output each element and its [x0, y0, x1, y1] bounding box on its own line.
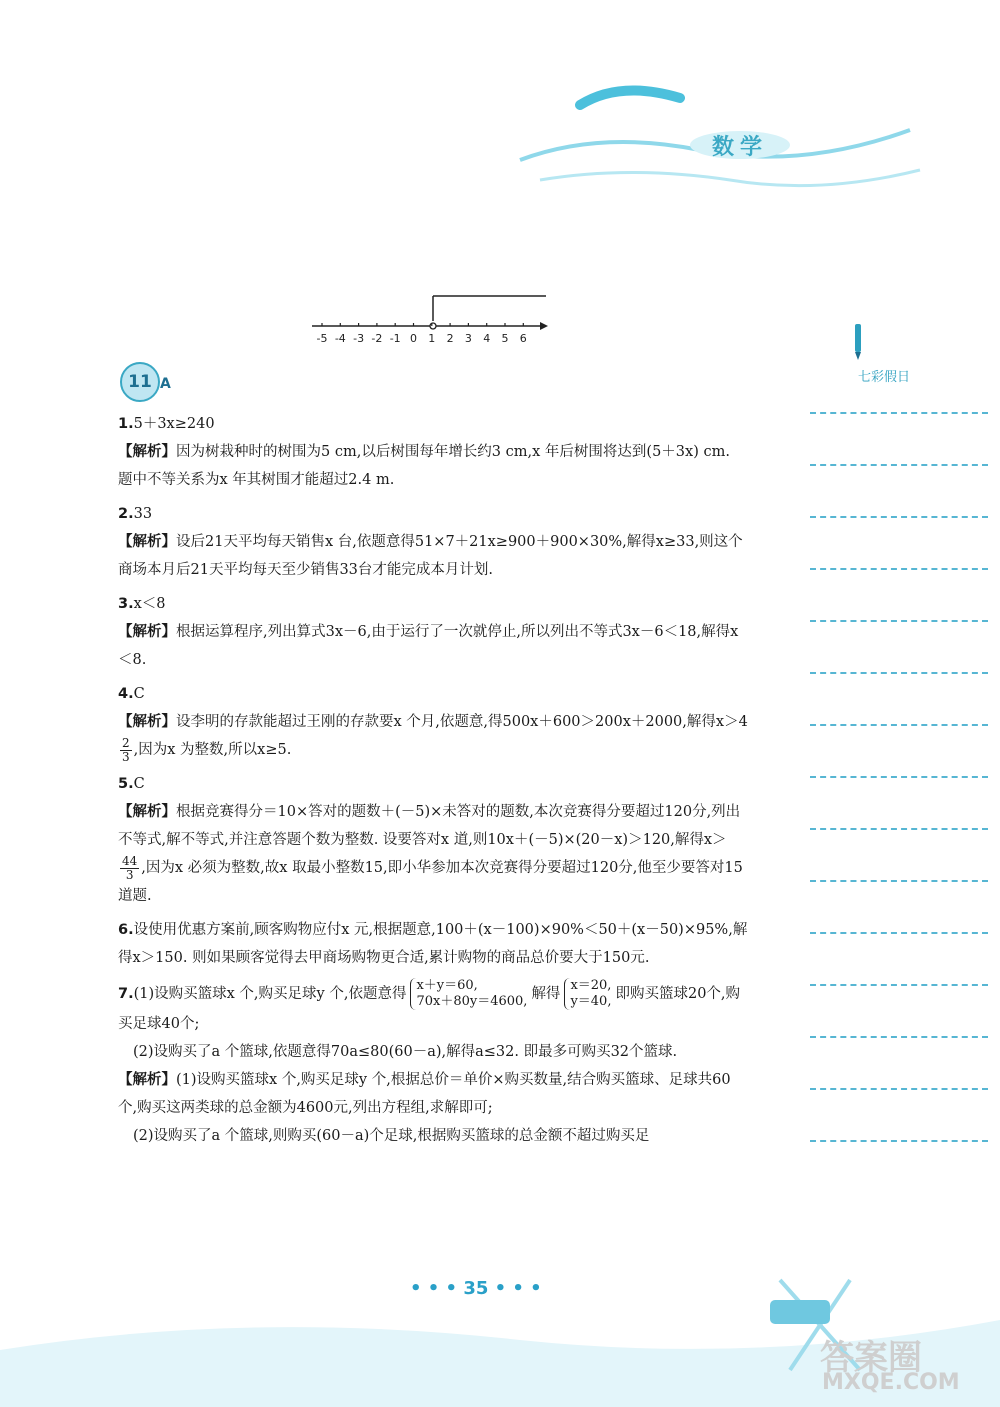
- q7-part2: (2)设购买了a 个篮球,依题意得70a≤80(60－a),解得a≤32. 即最多可购买32个篮球.: [133, 1044, 678, 1060]
- note-line: [810, 724, 988, 726]
- tick-label: 3: [464, 332, 472, 345]
- note-line: [810, 672, 988, 674]
- watermark-logo: 答案圈: [820, 1338, 922, 1378]
- note-line: [810, 620, 988, 622]
- q7-part1: 7.(1)设购买篮球x 个,购买足球y 个,依题意得 x＋y＝60, 70x＋80y＝4600, 解得 x＝20, y＝40, 即购买篮球20个,购买足球40个;: [118, 978, 741, 1032]
- tick-label: -1: [389, 332, 401, 345]
- q1-analysis: 【解析】因为树栽种时的树围为5 cm,以后树围每年增长约3 cm,x 年后树围将达到(5＋3x) cm. 题中不等关系为x 年其树围才能超过2.4 m.: [118, 443, 730, 488]
- header-decoration: [480, 70, 940, 220]
- tick-label: 2: [446, 332, 454, 345]
- note-line: [810, 1140, 988, 1142]
- note-line: [810, 412, 988, 414]
- q3-analysis: 【解析】根据运算程序,列出算式3x－6,由于运行了一次就停止,所以列出不等式3x－6＜18,解得x＜8.: [118, 623, 739, 668]
- fraction: $\frac{2}{3}$: [122, 735, 130, 764]
- number-line: [300, 290, 560, 350]
- note-line: [810, 516, 988, 518]
- note-line: [810, 1036, 988, 1038]
- tick-label: 4: [483, 332, 491, 345]
- pen-icon: [848, 322, 868, 362]
- q6-answer: 6.设使用优惠方案前,顾客购物应付x 元,根据题意,100＋(x－100)×90%＜50＋(x－50)×95%,解得x＞150. 则如果顾客觉得去甲商场购物更合适,累计购物的商品总价要大于150元.: [118, 922, 748, 966]
- equation-system: x＋y＝60, 70x＋80y＝4600,: [410, 978, 527, 1010]
- q7-analysis2: (2)设购买了a 个篮球,则购买(60－a)个足球,根据购买篮球的总金额不超过购买足: [133, 1128, 650, 1144]
- note-line: [810, 464, 988, 466]
- note-line: [810, 776, 988, 778]
- q2-analysis: 【解析】设后21天平均每天销售x 台,依题意得51×7＋21x≥900＋900×30%,解得x≥33,则这个商场本月后21天平均每天至少销售33台才能完成本月计划.: [118, 533, 743, 578]
- q7-analysis1: 【解析】(1)设购买篮球x 个,购买足球y 个,根据总价＝单价×购买数量,结合购买篮球、足球共60个,购买这两类球的总金额为4600元,列出方程组,求解即可;: [118, 1071, 731, 1116]
- page-number: • • • 35 • • •: [410, 1278, 542, 1299]
- q5-answer: 5.C: [118, 776, 145, 792]
- tick-label: -2: [371, 332, 383, 345]
- fraction: $\frac{44}{3}$: [122, 853, 138, 882]
- note-line: [810, 568, 988, 570]
- subject-title: 数学: [712, 135, 769, 160]
- note-line: [810, 984, 988, 986]
- tick-label: 6: [519, 332, 527, 345]
- tick-label: -3: [353, 332, 365, 345]
- section-number-badge: 11: [120, 362, 160, 402]
- tick-label: 1: [428, 332, 436, 345]
- note-line: [810, 880, 988, 882]
- solution-system: x＝20, y＝40,: [564, 978, 611, 1010]
- q4-analysis: 【解析】设李明的存款能超过王刚的存款要x 个月,依题意,得500x＋600＞200x＋2000,解得x＞4 $\frac{2}{3}$ ,因为x 为整数,所以x≥5.: [118, 713, 748, 764]
- side-label: 七彩假日: [858, 370, 911, 385]
- tick-label: -5: [316, 332, 328, 345]
- q2-answer: 2.33: [118, 506, 153, 522]
- section-letter: A: [160, 376, 171, 392]
- tick-label: 5: [501, 332, 509, 345]
- q5-analysis: 【解析】根据竞赛得分＝10×答对的题数＋(－5)×未答对的题数,本次竞赛得分要超过120分,列出不等式,解不等式,并注意答题个数为整数. 设要答对x 道,则10x＋(－5)×(20－x)＞120,解得x＞ $\frac{44}{3}$ ,因为x 必须为整数,故x 取最小整数15,即小华参加本次竞赛得分要超过120分,他至少要答对15道题.: [118, 803, 743, 904]
- q3-answer: 3.x＜8: [118, 596, 166, 612]
- watermark-url: MXQE.COM: [822, 1370, 960, 1395]
- q4-answer: 4.C: [118, 686, 145, 702]
- note-line: [810, 1088, 988, 1090]
- tick-label: 0: [410, 332, 417, 345]
- q1-answer: 1.5＋3x≥240: [118, 416, 215, 432]
- note-line: [810, 932, 988, 934]
- note-line: [810, 828, 988, 830]
- tick-label: -4: [334, 332, 346, 345]
- answer-content: [118, 410, 748, 1150]
